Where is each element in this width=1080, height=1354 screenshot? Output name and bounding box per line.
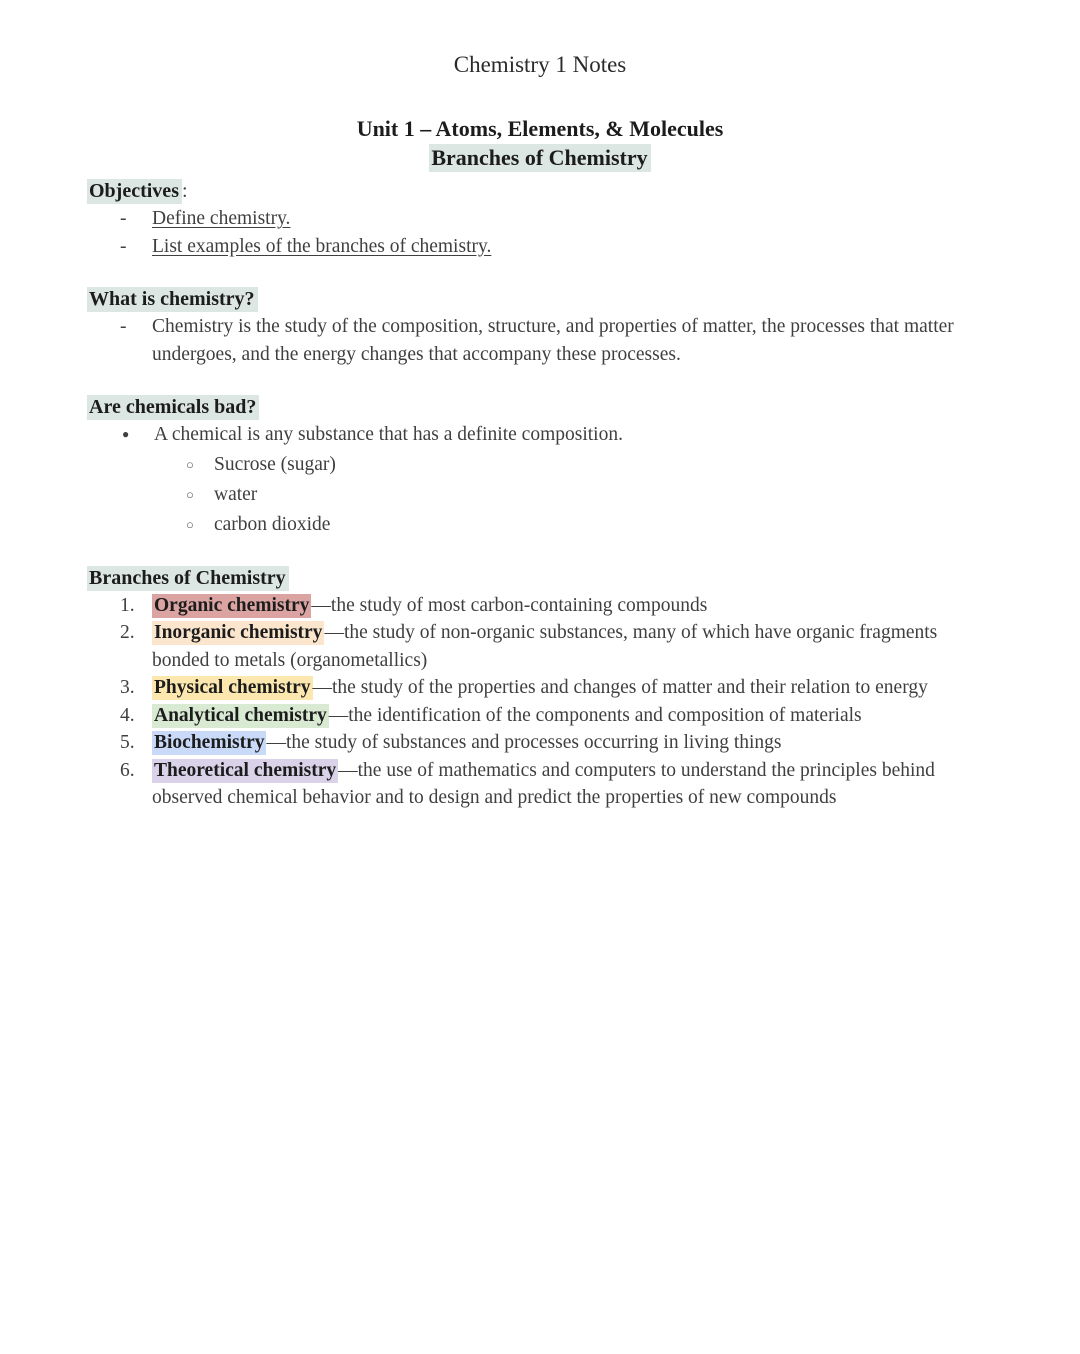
section-objectives — [87, 177, 993, 260]
list-item — [120, 313, 993, 368]
dash-bullet: - — [120, 208, 127, 229]
branch-item — [120, 702, 993, 730]
branch-definition: —the study of the properties and changes of matter and their relation to energy — [312, 677, 928, 698]
page-heading — [87, 143, 993, 172]
objectives-colon: : — [181, 180, 188, 202]
dash-bullet: - — [120, 235, 127, 257]
branch-item — [120, 757, 993, 812]
what-is-chemistry-heading — [87, 285, 993, 313]
objective-item: Define chemistry. — [152, 208, 291, 229]
circle-bullet: ○ — [186, 457, 194, 472]
branch-term-biochemistry: Biochemistry — [154, 732, 265, 753]
branch-text — [152, 674, 993, 702]
branch-text — [152, 592, 993, 620]
branch-definition: —the study of non-organic substances, many of which have organic fragments bonded to metals (organometallics) — [152, 622, 938, 671]
branch-item — [120, 592, 993, 620]
list-number: 3. — [120, 677, 135, 698]
chemical-example: carbon dioxide — [214, 514, 331, 535]
list-number: 4. — [120, 704, 135, 726]
branch-text — [152, 702, 993, 730]
are-chemicals-bad-heading-highlight: Are chemicals bad? — [87, 395, 259, 420]
branch-term-inorganic: Inorganic chemistry — [154, 622, 323, 643]
branch-item — [120, 619, 993, 674]
list-number: 2. — [120, 622, 135, 643]
branch-definition: —the use of mathematics and computers to understand the principles behind observed chemical behavior and to design and predict the properties of new compounds — [152, 759, 935, 808]
chemical-definition-text: A chemical is any substance that has a definite composition. — [154, 424, 623, 445]
list-item — [185, 481, 993, 509]
branch-text — [152, 757, 993, 812]
list-item — [185, 511, 993, 539]
branch-item — [120, 729, 993, 757]
branch-term-theoretical: Theoretical chemistry — [154, 759, 337, 781]
branches-heading-highlight: Branches of Chemistry — [87, 566, 289, 591]
unit-heading: Unit 1 – Atoms, Elements, & Molecules — [356, 116, 724, 141]
branch-text — [152, 619, 993, 674]
list-number: 5. — [120, 732, 135, 753]
what-is-chemistry-heading-highlight: What is chemistry? — [87, 287, 258, 312]
branches-heading — [87, 564, 993, 592]
objective-item: List examples of the branches of chemistry. — [152, 235, 492, 257]
branch-definition: —the study of substances and processes occurring in living things — [266, 732, 782, 753]
circle-bullet: ○ — [186, 487, 194, 502]
list-item — [120, 421, 993, 449]
are-chemicals-bad-heading — [87, 393, 993, 421]
objectives-heading — [87, 177, 993, 205]
branch-term-organic: Organic chemistry — [154, 594, 310, 616]
chemical-example: water — [214, 484, 258, 505]
branch-definition: —the study of most carbon-containing compounds — [311, 594, 708, 616]
list-number: 1. — [120, 594, 135, 616]
objectives-heading-highlight: Objectives — [87, 179, 182, 204]
section-branches-of-chemistry — [87, 564, 993, 812]
list-item — [185, 451, 993, 479]
chemical-example: Sucrose (sugar) — [214, 454, 336, 475]
section-what-is-chemistry — [87, 285, 993, 368]
branch-term-physical: Physical chemistry — [154, 677, 311, 698]
list-item — [120, 205, 993, 233]
disc-bullet: ● — [122, 427, 130, 441]
circle-bullet: ○ — [186, 517, 194, 532]
list-number: 6. — [120, 759, 135, 781]
branch-definition: —the identification of the components and composition of materials — [328, 704, 862, 726]
branch-item — [120, 674, 993, 702]
branch-term-analytical: Analytical chemistry — [154, 704, 327, 726]
chemistry-definition-text: Chemistry is the study of the composition, structure, and properties of matter, the processes that matter undergoes, and the energy changes that accompany these processes. — [152, 316, 954, 365]
list-item — [120, 233, 993, 261]
section-are-chemicals-bad — [87, 393, 993, 539]
page-heading-highlight: Branches of Chemistry — [429, 144, 650, 172]
document-title: Chemistry 1 Notes — [453, 52, 627, 77]
dash-bullet: - — [120, 316, 127, 337]
branch-text — [152, 729, 993, 757]
